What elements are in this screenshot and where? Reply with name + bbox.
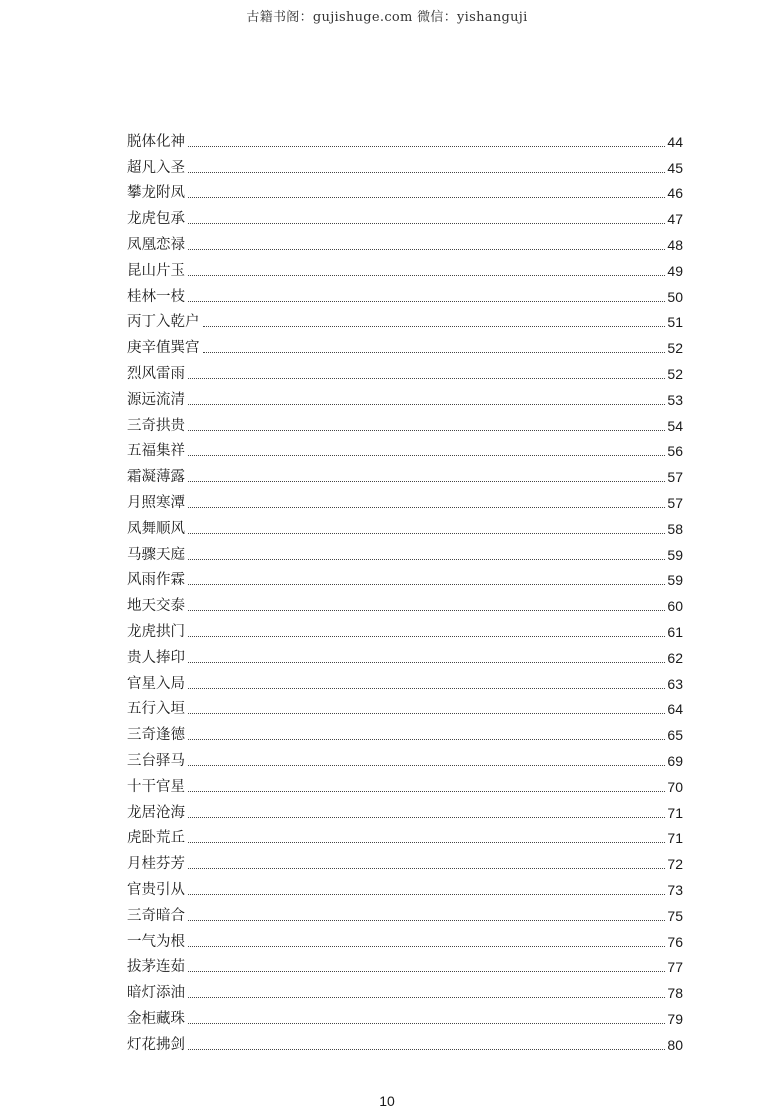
- toc-entry: [127, 461, 683, 487]
- toc-entry: [127, 255, 683, 281]
- toc-entry: [127, 952, 683, 978]
- toc-entry-page: 69: [667, 752, 683, 769]
- toc-dot-leader: [188, 506, 665, 508]
- toc-entry-page: 75: [667, 907, 683, 924]
- toc-entry-page: 45: [667, 159, 683, 176]
- toc-entry-title: 烈风雷雨: [127, 365, 185, 382]
- toc-entry-title: 一气为根: [127, 933, 185, 950]
- toc-entry: [127, 487, 683, 513]
- toc-dot-leader: [188, 790, 665, 792]
- toc-entry: [127, 719, 683, 745]
- toc-entry: [127, 229, 683, 255]
- toc-entry: [127, 745, 683, 771]
- toc-entry-page: 49: [667, 262, 683, 279]
- toc-entry-page: 80: [667, 1036, 683, 1053]
- toc-dot-leader: [188, 222, 665, 224]
- toc-entry-title: 暗灯添油: [127, 985, 185, 1002]
- toc-entry-page: 64: [667, 701, 683, 718]
- toc-entry: [127, 616, 683, 642]
- toc-entry-title: 灯花拂剑: [127, 1036, 185, 1053]
- toc-dot-leader: [188, 867, 665, 869]
- toc-entry: [127, 668, 683, 694]
- toc-entry-title: 虎卧荒丘: [127, 830, 185, 847]
- toc-entry: [127, 977, 683, 1003]
- toc-entry-page: 63: [667, 675, 683, 692]
- toc-dot-leader: [188, 712, 665, 714]
- toc-entry: [127, 565, 683, 591]
- toc-entry: [127, 797, 683, 823]
- toc-dot-leader: [188, 429, 665, 431]
- table-of-contents: [127, 126, 683, 1055]
- toc-dot-leader: [188, 1048, 665, 1050]
- toc-dot-leader: [188, 196, 665, 198]
- toc-entry-title: 十干官星: [127, 778, 185, 795]
- toc-entry-title: 金柜藏珠: [127, 1010, 185, 1027]
- toc-entry: [127, 358, 683, 384]
- toc-entry-title: 龙居沧海: [127, 804, 185, 821]
- toc-entry-page: 71: [667, 804, 683, 821]
- toc-dot-leader: [203, 351, 666, 353]
- toc-entry-title: 风雨作霖: [127, 572, 185, 589]
- toc-entry-page: 51: [667, 314, 683, 331]
- toc-entry-page: 57: [667, 494, 683, 511]
- toc-entry-title: 马骤天庭: [127, 546, 185, 563]
- toc-entry-title: 五行入垣: [127, 701, 185, 718]
- toc-entry-title: 丙丁入乾户: [127, 314, 200, 331]
- toc-entry-page: 61: [667, 623, 683, 640]
- toc-entry-title: 龙虎包承: [127, 211, 185, 228]
- toc-entry-title: 霜凝薄露: [127, 469, 185, 486]
- toc-entry-page: 79: [667, 1010, 683, 1027]
- toc-dot-leader: [188, 583, 665, 585]
- toc-dot-leader: [188, 1022, 665, 1024]
- toc-entry-page: 77: [667, 959, 683, 976]
- toc-entry-page: 59: [667, 572, 683, 589]
- toc-dot-leader: [188, 403, 665, 405]
- toc-dot-leader: [188, 274, 665, 276]
- toc-entry-page: 62: [667, 649, 683, 666]
- toc-dot-leader: [188, 558, 665, 560]
- toc-entry: [127, 203, 683, 229]
- toc-entry-title: 月桂芬芳: [127, 856, 185, 873]
- toc-entry-title: 昆山片玉: [127, 262, 185, 279]
- page-number: 10: [379, 1093, 395, 1109]
- toc-entry-page: 71: [667, 830, 683, 847]
- toc-entry-page: 73: [667, 881, 683, 898]
- toc-entry-page: 60: [667, 598, 683, 615]
- toc-dot-leader: [188, 945, 665, 947]
- toc-entry-title: 脱体化神: [127, 133, 185, 150]
- toc-entry-title: 地天交泰: [127, 598, 185, 615]
- toc-dot-leader: [188, 661, 665, 663]
- toc-entry-page: 59: [667, 546, 683, 563]
- toc-entry: [127, 874, 683, 900]
- toc-dot-leader: [188, 738, 665, 740]
- toc-entry-page: 47: [667, 211, 683, 228]
- toc-entry-title: 官星入局: [127, 675, 185, 692]
- toc-entry: [127, 152, 683, 178]
- toc-entry: [127, 848, 683, 874]
- toc-entry-page: 58: [667, 520, 683, 537]
- toc-dot-leader: [188, 377, 665, 379]
- toc-dot-leader: [188, 532, 665, 534]
- toc-dot-leader: [188, 687, 665, 689]
- toc-entry-title: 龙虎拱门: [127, 623, 185, 640]
- toc-dot-leader: [188, 764, 665, 766]
- toc-entry-title: 凤舞顺风: [127, 520, 185, 537]
- toc-entry-page: 46: [667, 185, 683, 202]
- toc-entry: [127, 771, 683, 797]
- toc-entry: [127, 694, 683, 720]
- toc-entry-page: 78: [667, 985, 683, 1002]
- toc-entry-page: 65: [667, 727, 683, 744]
- toc-dot-leader: [188, 635, 665, 637]
- toc-dot-leader: [188, 171, 665, 173]
- page-header-watermark: 古籍书阁：gujishuge.com 微信：yishanguji: [246, 10, 528, 25]
- toc-entry-title: 月照寒潭: [127, 494, 185, 511]
- toc-entry: [127, 823, 683, 849]
- toc-dot-leader: [188, 919, 665, 921]
- toc-entry-title: 三奇逢德: [127, 727, 185, 744]
- toc-entry-title: 桂林一枝: [127, 288, 185, 305]
- toc-entry: [127, 642, 683, 668]
- toc-entry: [127, 1003, 683, 1029]
- toc-entry-page: 70: [667, 778, 683, 795]
- toc-dot-leader: [188, 996, 665, 998]
- toc-entry: [127, 926, 683, 952]
- toc-entry: [127, 900, 683, 926]
- toc-entry: [127, 281, 683, 307]
- toc-entry: [127, 513, 683, 539]
- toc-entry-page: 52: [667, 340, 683, 357]
- toc-entry-title: 庚辛值巽宫: [127, 340, 200, 357]
- toc-entry-page: 56: [667, 443, 683, 460]
- toc-entry-title: 攀龙附凤: [127, 185, 185, 202]
- toc-dot-leader: [188, 841, 665, 843]
- toc-dot-leader: [188, 609, 665, 611]
- toc-entry: [127, 1029, 683, 1055]
- toc-entry-page: 50: [667, 288, 683, 305]
- toc-entry: [127, 332, 683, 358]
- toc-entry-title: 三奇拱贵: [127, 417, 185, 434]
- toc-entry-title: 三奇暗合: [127, 907, 185, 924]
- toc-entry-page: 72: [667, 856, 683, 873]
- toc-entry-page: 76: [667, 933, 683, 950]
- toc-entry: [127, 307, 683, 333]
- toc-entry: [127, 178, 683, 204]
- toc-entry: [127, 384, 683, 410]
- toc-dot-leader: [188, 893, 665, 895]
- toc-entry: [127, 539, 683, 565]
- toc-dot-leader: [203, 325, 666, 327]
- toc-entry-title: 拔茅连茹: [127, 959, 185, 976]
- toc-entry-page: 57: [667, 469, 683, 486]
- toc-dot-leader: [188, 480, 665, 482]
- toc-dot-leader: [188, 145, 665, 147]
- toc-entry-title: 官贵引从: [127, 881, 185, 898]
- toc-entry: [127, 410, 683, 436]
- toc-entry-page: 44: [667, 133, 683, 150]
- toc-dot-leader: [188, 300, 665, 302]
- toc-entry-page: 53: [667, 391, 683, 408]
- toc-entry-page: 54: [667, 417, 683, 434]
- toc-dot-leader: [188, 970, 665, 972]
- toc-entry-title: 超凡入圣: [127, 159, 185, 176]
- toc-entry: [127, 126, 683, 152]
- toc-dot-leader: [188, 248, 665, 250]
- toc-dot-leader: [188, 454, 665, 456]
- toc-entry-page: 48: [667, 236, 683, 253]
- toc-entry-title: 贵人捧印: [127, 649, 185, 666]
- toc-entry-title: 三台驿马: [127, 752, 185, 769]
- toc-entry: [127, 590, 683, 616]
- toc-entry: [127, 436, 683, 462]
- toc-entry-title: 源远流清: [127, 391, 185, 408]
- toc-entry-title: 凤凰恋禄: [127, 236, 185, 253]
- toc-entry-title: 五福集祥: [127, 443, 185, 460]
- toc-entry-page: 52: [667, 365, 683, 382]
- toc-dot-leader: [188, 816, 665, 818]
